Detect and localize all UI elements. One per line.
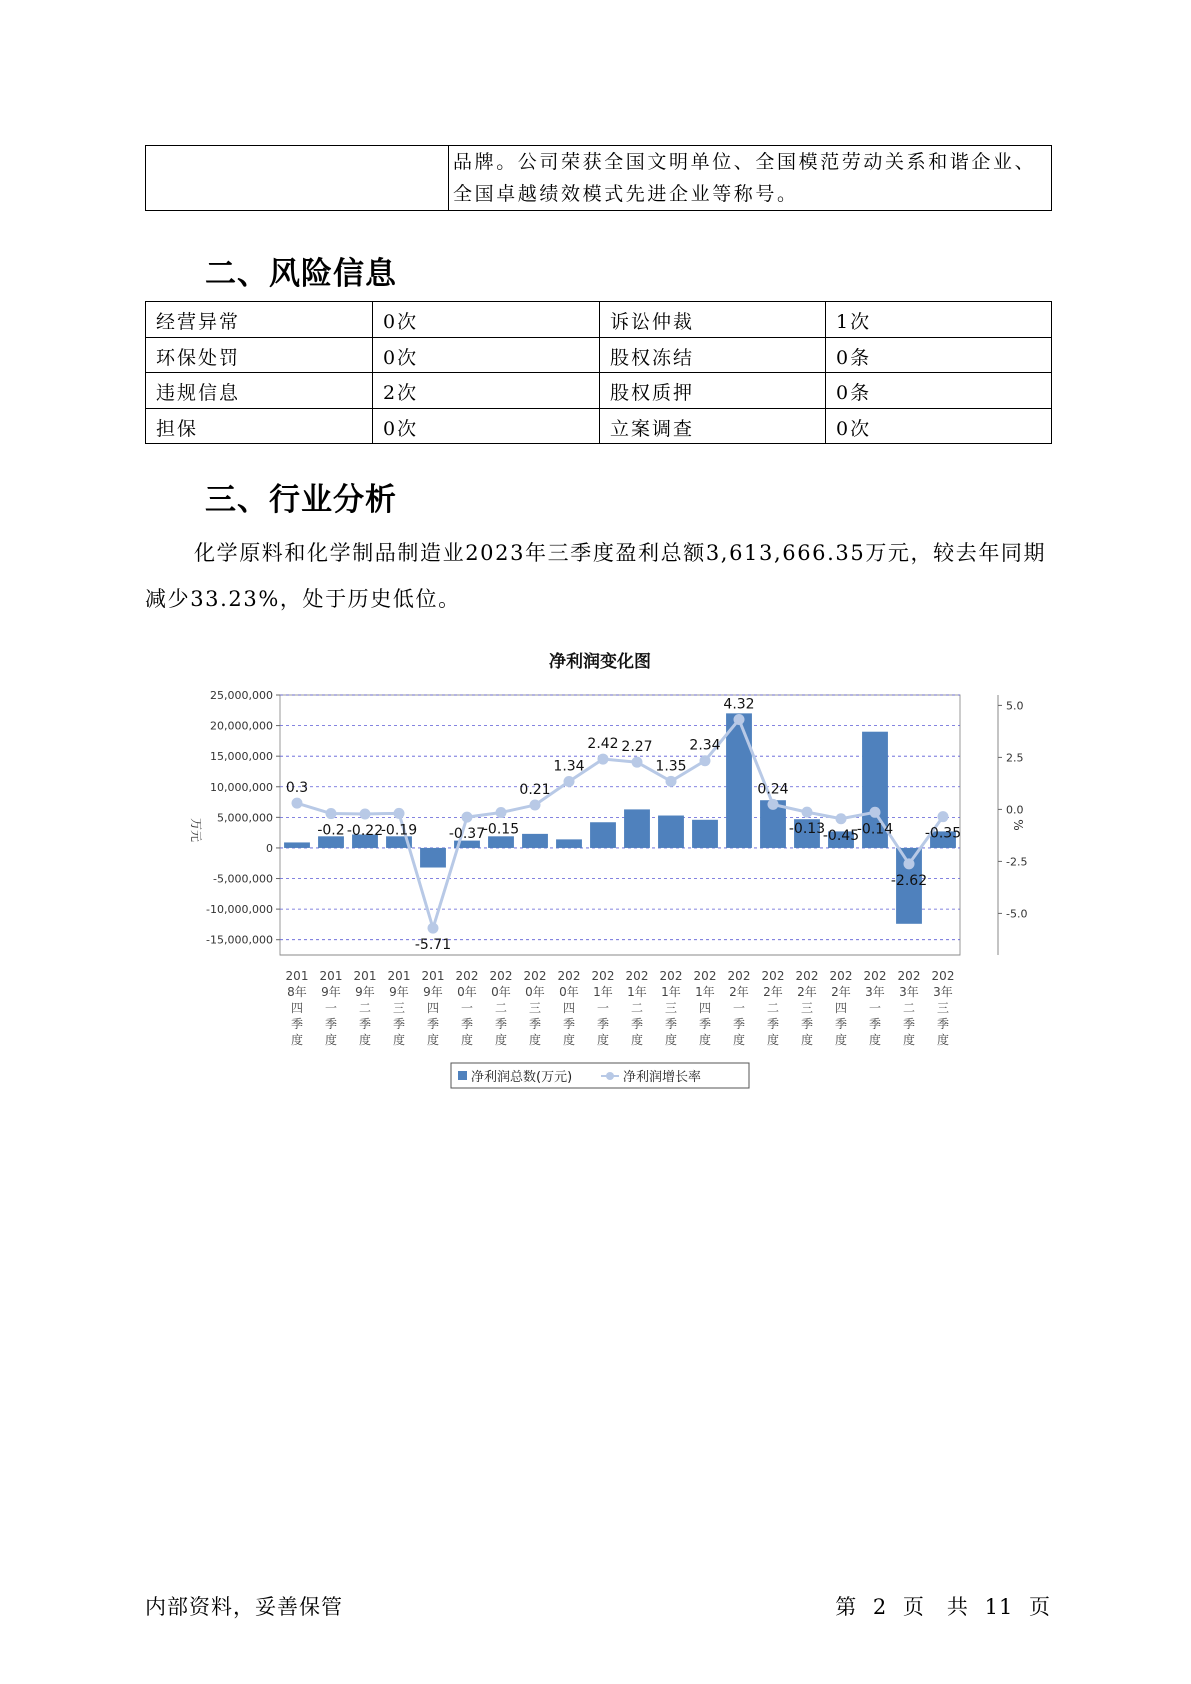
right-tick-label: 5.0 [1006, 699, 1024, 713]
growth-point [564, 776, 575, 787]
left-y-axis [206, 689, 280, 947]
growth-point [428, 923, 439, 934]
risk-key: 担保 [146, 408, 373, 444]
growth-point [632, 757, 643, 768]
legend-bar-label: 净利润总数(万元) [471, 1070, 573, 1085]
intro-cell-left [146, 146, 449, 211]
section-heading-industry: 三、行业分析 [205, 482, 397, 518]
risk-value: 1次 [826, 302, 1052, 338]
growth-point [292, 798, 303, 809]
data-label: -5.71 [414, 937, 452, 954]
x-tick-label: 202 2年三季度 [795, 969, 819, 1047]
data-label: 1.35 [655, 758, 687, 775]
net-profit-chart [180, 640, 1040, 1100]
left-tick-label: 0 [266, 841, 273, 855]
left-tick-label: -15,000,000 [206, 933, 273, 947]
growth-point [530, 800, 541, 811]
risk-value: 0次 [373, 408, 600, 444]
table-row [146, 408, 1052, 444]
data-label: -0.19 [380, 822, 418, 839]
x-tick-label: 202 0年一季度 [455, 969, 479, 1047]
risk-info-table [145, 301, 1052, 444]
x-tick-label: 202 3年三季度 [931, 969, 955, 1047]
left-tick-label: 15,000,000 [210, 750, 273, 764]
legend-bar-swatch [458, 1071, 467, 1080]
right-axis-label: % [1011, 819, 1025, 831]
right-tick-label: 0.0 [1006, 803, 1024, 817]
data-label: -0.2 [317, 822, 345, 839]
right-tick-label: -2.5 [1006, 855, 1028, 869]
left-tick-label: -10,000,000 [206, 903, 273, 917]
x-tick-label: 202 0年四季度 [557, 969, 581, 1047]
chart-title: 净利润变化图 [549, 652, 651, 672]
x-tick-label: 202 1年二季度 [625, 969, 649, 1047]
risk-key: 诉讼仲裁 [600, 302, 826, 338]
growth-point [394, 808, 405, 819]
risk-key: 立案调查 [600, 408, 826, 444]
data-label: 0.21 [519, 782, 551, 799]
bar [556, 839, 582, 848]
x-tick-label: 202 0年二季度 [489, 969, 513, 1047]
data-label: 2.42 [587, 736, 619, 753]
data-label: 0.3 [285, 780, 309, 797]
data-label: -2.62 [890, 872, 928, 889]
legend [451, 1063, 749, 1088]
legend-line-marker [606, 1072, 614, 1080]
industry-paragraph: 化学原料和化学制品制造业2023年三季度盈利总额3,613,666.35万元，较去年同期减少33.23%，处于历史低位。 [145, 541, 1047, 611]
risk-value: 0条 [826, 337, 1052, 373]
growth-point [700, 755, 711, 766]
growth-point [598, 754, 609, 765]
data-label: 1.34 [553, 758, 585, 775]
growth-point [904, 858, 915, 869]
growth-point [462, 812, 473, 823]
x-tick-label: 202 3年一季度 [863, 969, 887, 1047]
x-tick-label: 201 9年二季度 [353, 969, 377, 1047]
bar [420, 848, 446, 868]
footer-confidential-note: 内部资料，妥善保管 [145, 1595, 343, 1619]
growth-point [938, 811, 949, 822]
risk-key: 股权冻结 [600, 337, 826, 373]
table-row [146, 146, 1052, 211]
company-intro-table [145, 145, 1052, 211]
data-label: -0.22 [346, 822, 384, 839]
left-tick-label: 25,000,000 [210, 689, 273, 702]
risk-value: 0条 [826, 373, 1052, 409]
right-tick-label: 2.5 [1006, 751, 1024, 765]
table-row [146, 302, 1052, 338]
risk-value: 2次 [373, 373, 600, 409]
growth-point [360, 808, 371, 819]
left-axis-label: 万元 [189, 817, 203, 843]
growth-point [496, 807, 507, 818]
data-label: -0.13 [788, 821, 826, 838]
left-tick-label: 20,000,000 [210, 719, 273, 733]
x-tick-label: 201 9年一季度 [319, 969, 343, 1047]
bar [624, 809, 650, 848]
x-tick-label: 202 1年三季度 [659, 969, 683, 1047]
bar [590, 822, 616, 848]
growth-point [734, 714, 745, 725]
x-tick-label: 201 9年四季度 [421, 969, 445, 1047]
risk-value: 0次 [373, 302, 600, 338]
risk-value: 0次 [826, 408, 1052, 444]
data-label: 4.32 [723, 696, 755, 713]
x-tick-label: 202 0年三季度 [523, 969, 547, 1047]
data-label: -0.37 [448, 826, 486, 843]
data-label: -0.15 [482, 821, 520, 838]
x-tick-label: 201 8年四季度 [285, 969, 309, 1047]
x-tick-label: 202 2年一季度 [727, 969, 751, 1047]
growth-point [666, 776, 677, 787]
table-row [146, 373, 1052, 409]
growth-point [326, 808, 337, 819]
bar [726, 713, 752, 848]
growth-point [802, 807, 813, 818]
data-label: 2.27 [621, 739, 653, 756]
risk-key: 股权质押 [600, 373, 826, 409]
x-axis [280, 955, 960, 1047]
data-label: 2.34 [689, 737, 721, 754]
left-tick-label: -5,000,000 [213, 872, 273, 886]
footer-page-number: 第 2 页 共 11 页 [835, 1595, 1051, 1619]
data-label: -0.14 [856, 821, 894, 838]
intro-cell-right: 品牌。公司荣获全国文明单位、全国模范劳动关系和谐企业、全国卓越绩效模式先进企业等称号。 [449, 146, 1052, 211]
growth-point [870, 807, 881, 818]
data-label: 0.24 [757, 781, 789, 798]
section-heading-risk: 二、风险信息 [205, 256, 397, 292]
risk-key: 违规信息 [146, 373, 373, 409]
bar [488, 836, 514, 848]
x-tick-label: 201 9年三季度 [387, 969, 411, 1047]
bar [692, 820, 718, 848]
x-tick-label: 202 3年二季度 [897, 969, 921, 1047]
left-tick-label: 10,000,000 [210, 780, 273, 794]
x-tick-label: 202 1年四季度 [693, 969, 717, 1047]
x-tick-label: 202 1年一季度 [591, 969, 615, 1047]
growth-point [836, 813, 847, 824]
growth-point [768, 799, 779, 810]
risk-key: 经营异常 [146, 302, 373, 338]
bar [522, 834, 548, 848]
risk-value: 0次 [373, 337, 600, 373]
table-row [146, 337, 1052, 373]
right-tick-label: -5.0 [1006, 907, 1028, 921]
left-tick-label: 5,000,000 [217, 811, 273, 825]
data-label: -0.35 [924, 825, 962, 842]
bar [658, 816, 684, 848]
data-label: -0.45 [822, 827, 860, 844]
risk-key: 环保处罚 [146, 337, 373, 373]
bar [284, 842, 310, 848]
legend-line-label: 净利润增长率 [623, 1070, 702, 1085]
x-tick-label: 202 2年四季度 [829, 969, 853, 1047]
x-tick-label: 202 2年二季度 [761, 969, 785, 1047]
